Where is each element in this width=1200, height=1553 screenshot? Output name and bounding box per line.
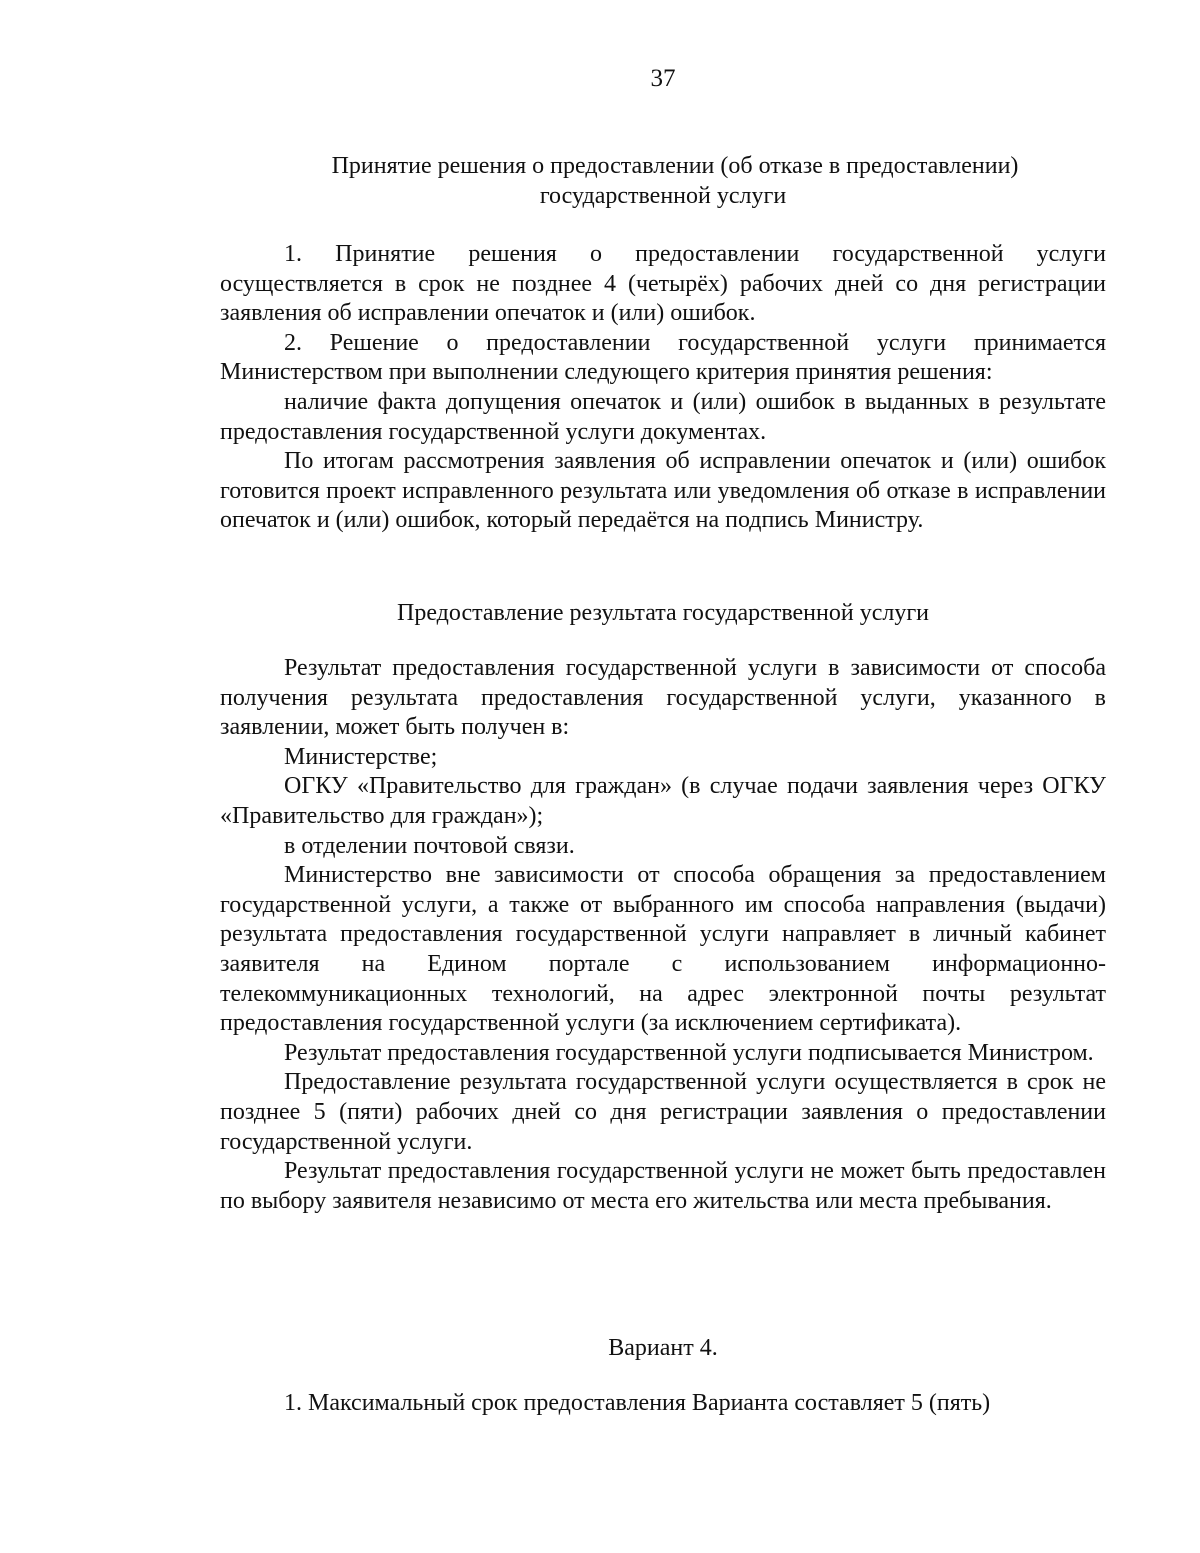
section-heading-variant: Вариант 4.: [608, 1335, 718, 1361]
paragraph: Предоставление результата государственной услуги осуществляется в срок не позднее 5 (пяти) рабочих дней со дня регистрации заявления о предоставлении государственной услуги.: [220, 1069, 1106, 1155]
paragraph: Результат предоставления государственной услуги в зависимости от способа получения результата предоставления государственной услуги, указанного в заявлении, может быть получен в:: [220, 655, 1106, 741]
section-body-variant: [220, 1389, 1106, 1419]
paragraph: Результат предоставления государственной услуги не может быть предоставлен по выбору заявителя независимо от места его жительства или места пребывания.: [220, 1158, 1106, 1214]
section-heading-result: Предоставление результата государственной услуги: [396, 600, 930, 626]
paragraph: в отделении почтовой связи.: [284, 832, 575, 859]
section-body-result: [220, 654, 1106, 1216]
paragraph: Министерстве;: [284, 743, 438, 770]
paragraph: 1. Принятие решения о предоставлении государственной услуги осуществляется в срок не позднее 4 (четырёх) рабочих дней со дня регистрации заявления об исправлении опечаток и (или) ошибок.: [220, 241, 1106, 327]
section-heading-decision: [220, 151, 1106, 211]
heading-line: Принятие решения о предоставлении (об отказе в предоставлении): [331, 153, 1019, 179]
section-body-decision: [220, 240, 1106, 536]
paragraph: По итогам рассмотрения заявления об исправлении опечаток и (или) ошибок готовится проект исправленного результата или уведомления об отказе в исправлении опечаток и (или) ошибок, который передаётся на подпись Министру.: [220, 448, 1106, 534]
page-number: 37: [650, 65, 676, 92]
heading-line: государственной услуги: [539, 183, 787, 209]
paragraph: ОГКУ «Правительство для граждан» (в случае подачи заявления через ОГКУ «Правительство для граждан»);: [220, 773, 1106, 829]
paragraph: 1. Максимальный срок предоставления Варианта составляет 5 (пять): [284, 1390, 991, 1416]
paragraph: Результат предоставления государственной услуги подписывается Министром.: [284, 1039, 1094, 1066]
paragraph: Министерство вне зависимости от способа обращения за предоставлением государственной услуги, а также от выбранного им способа направления (выдачи) результата предоставления государственной услуги направляет в личный кабинет заявителя на Едином портале с использованием информационно-телекоммуникационных технологий, на адрес электронной почты результат предоставления государственной услуги (за исключением сертификата).: [220, 862, 1106, 1037]
paragraph: 2. Решение о предоставлении государственной услуги принимается Министерством при выполнении следующего критерия принятия решения:: [220, 329, 1106, 386]
paragraph: наличие факта допущения опечаток и (или) ошибок в выданных в результате предоставления государственной услуги документах.: [220, 388, 1106, 445]
